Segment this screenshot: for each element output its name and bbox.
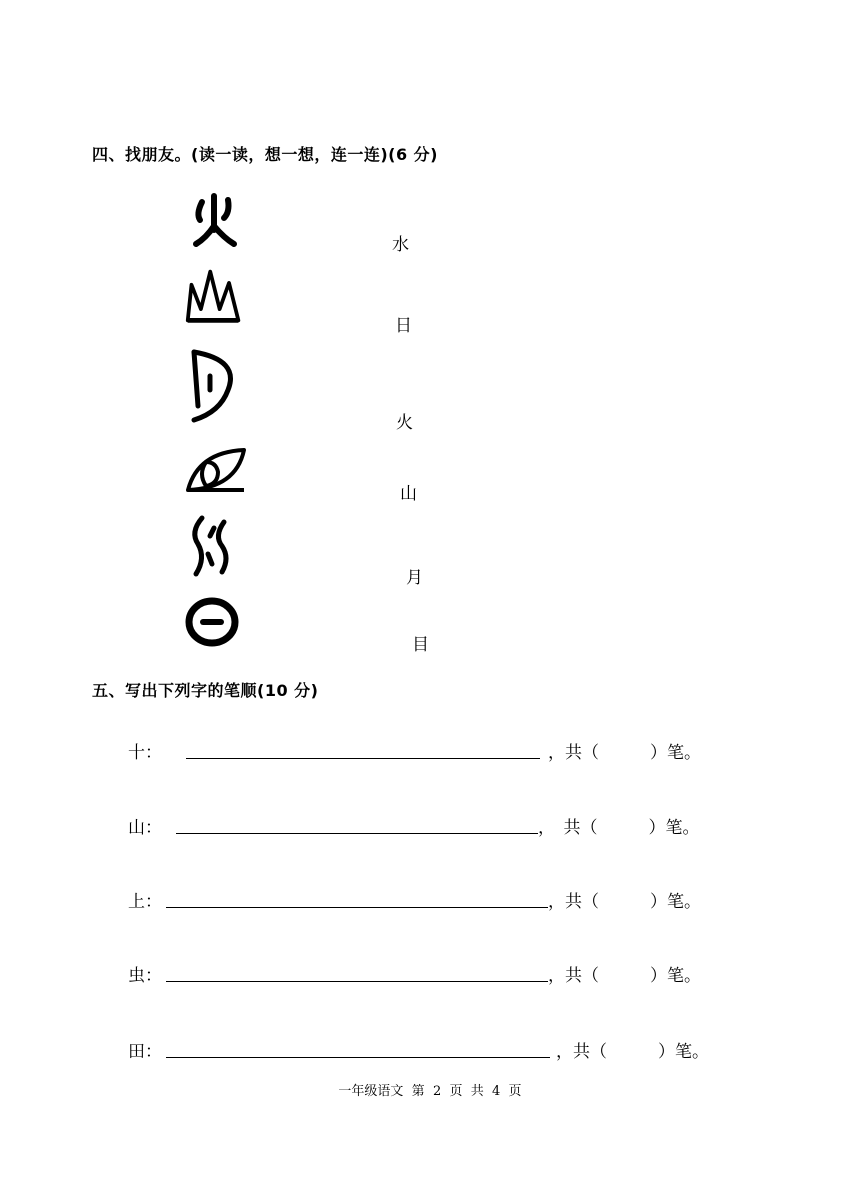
modern-char-yue: 月 bbox=[406, 568, 423, 588]
stroke-order-row-chong bbox=[128, 961, 768, 991]
row-char-label: 十： bbox=[128, 743, 162, 763]
stroke-count-blank: ，共（ ）笔。 bbox=[548, 966, 701, 986]
row-char-label: 虫： bbox=[128, 966, 162, 986]
stroke-answer-line[interactable] bbox=[166, 907, 548, 908]
row-char-label: 山： bbox=[128, 818, 162, 838]
stroke-order-row-shan bbox=[128, 813, 768, 843]
stroke-answer-line[interactable] bbox=[166, 1057, 550, 1058]
modern-char-shan: 山 bbox=[400, 484, 417, 504]
eye-oracle-glyph-icon bbox=[184, 444, 248, 498]
section-4-title: 四、找朋友。(读一读，想一想，连一连)(6 分) bbox=[92, 145, 438, 164]
stroke-order-row-shang bbox=[128, 887, 768, 917]
modern-char-shui: 水 bbox=[392, 235, 409, 255]
stroke-count-blank: ，共（ ）笔。 bbox=[556, 1042, 709, 1062]
page-footer: 一年级语文 第 2 页 共 4 页 bbox=[338, 1084, 522, 1099]
stroke-order-row-tian bbox=[128, 1037, 768, 1067]
fire-oracle-glyph-icon bbox=[184, 190, 248, 254]
row-char-label: 上： bbox=[128, 892, 162, 912]
mountain-oracle-glyph-icon bbox=[184, 264, 244, 328]
stroke-order-row-shi bbox=[128, 738, 768, 768]
stroke-answer-line[interactable] bbox=[186, 758, 540, 759]
sun-oracle-glyph-icon bbox=[184, 596, 240, 648]
stroke-count-blank: ，共（ ）笔。 bbox=[548, 743, 701, 763]
stroke-count-blank: ，共（ ）笔。 bbox=[548, 892, 701, 912]
moon-oracle-glyph-icon bbox=[184, 346, 248, 424]
stroke-count-blank: ， 共（ ）笔。 bbox=[538, 818, 700, 838]
modern-char-ri: 日 bbox=[395, 316, 412, 336]
row-char-label: 田： bbox=[128, 1042, 162, 1062]
modern-char-huo: 火 bbox=[396, 413, 413, 433]
modern-char-mu: 目 bbox=[412, 635, 429, 655]
water-oracle-glyph-icon bbox=[184, 514, 248, 578]
stroke-answer-line[interactable] bbox=[176, 833, 538, 834]
stroke-answer-line[interactable] bbox=[166, 981, 548, 982]
section-5-title: 五、写出下列字的笔顺(10 分) bbox=[92, 681, 319, 700]
